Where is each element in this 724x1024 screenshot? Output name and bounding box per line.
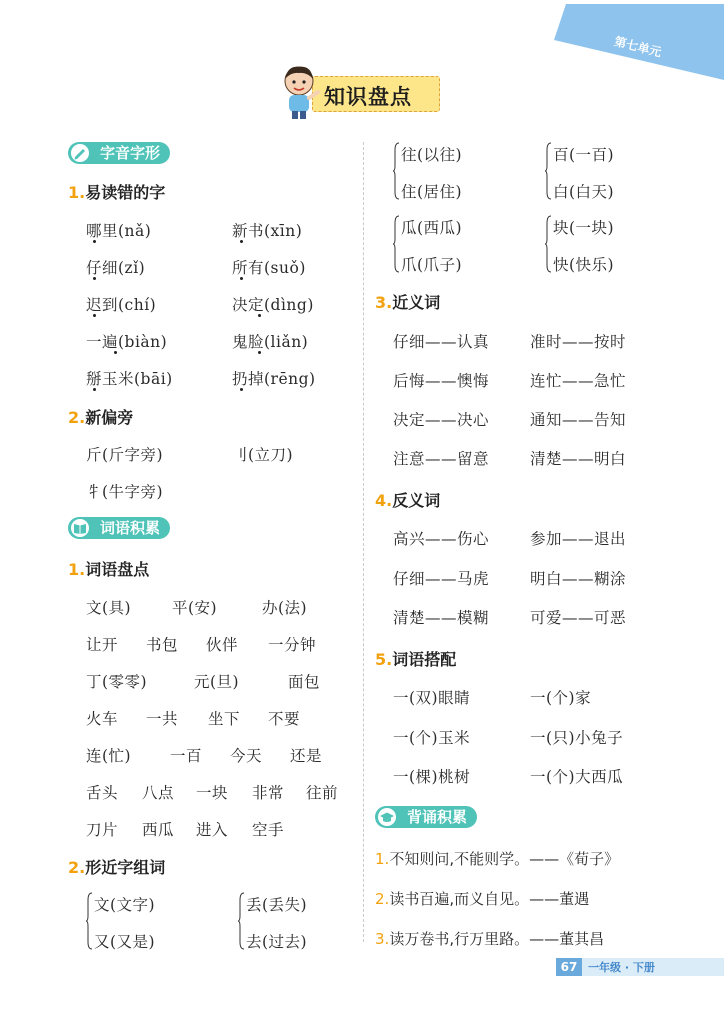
word-item: 扔掉(rēng) — [232, 370, 316, 388]
brace-icon — [238, 892, 245, 950]
vocab-word: 八点 — [142, 784, 175, 802]
pair-word: 文(文字) — [94, 896, 156, 914]
section-tag-label: 词语积累 — [100, 519, 161, 537]
vocab-word: 办(法) — [262, 599, 308, 617]
vocab-word: 西瓜 — [142, 821, 175, 839]
pair-word: 丢(丢失) — [246, 896, 308, 914]
vocab-word: 往前 — [306, 784, 339, 802]
section-tag-label: 字音字形 — [100, 144, 161, 162]
synonym-pair: 决定——决心 — [393, 411, 490, 429]
word-item: 所有(suǒ) — [232, 259, 306, 277]
emphasis-dot — [93, 388, 96, 391]
section-tag-bei-song — [375, 806, 477, 828]
antonym-pair: 仔细——马虎 — [393, 570, 490, 588]
subheading-xing-jin-zi: 2.形近字组词 — [68, 858, 166, 877]
vocab-word: 今天 — [230, 747, 263, 765]
synonym-pair: 通知——告知 — [530, 411, 627, 429]
emphasis-dot — [93, 314, 96, 317]
quote-line: 3.读万卷书,行万里路。——董其昌 — [375, 930, 605, 948]
subheading-ci-yu-pan-dian: 1.词语盘点 — [68, 560, 150, 579]
brace-icon — [545, 142, 552, 200]
vocab-word: 非常 — [252, 784, 285, 802]
pair-word: 百(一百) — [553, 146, 615, 164]
emphasis-dot — [240, 240, 243, 243]
synonym-pair: 连忙——急忙 — [530, 372, 627, 390]
brace-icon — [86, 892, 93, 950]
vocab-word: 丁(零零) — [86, 673, 148, 691]
vocab-word: 平(安) — [172, 599, 218, 617]
vocab-word: 一百 — [170, 747, 203, 765]
word-item: 掰玉米(bāi) — [86, 370, 173, 388]
word-item: 新书(xīn) — [232, 222, 303, 240]
vocab-word: 刀片 — [86, 821, 119, 839]
synonym-pair: 清楚——明白 — [530, 450, 627, 468]
word-item: 迟到(chí) — [86, 296, 157, 314]
radical-item: 刂(立刀) — [232, 446, 294, 464]
antonym-pair: 可爱——可恶 — [530, 609, 627, 627]
vocab-word: 一块 — [196, 784, 229, 802]
emphasis-dot — [114, 351, 117, 354]
emphasis-dot — [258, 351, 261, 354]
book-icon — [71, 519, 89, 537]
subheading-fan-yi-ci: 4.反义词 — [375, 491, 441, 510]
synonym-pair: 准时——按时 — [530, 333, 627, 351]
brace-icon — [393, 142, 400, 200]
collocation: 一(个)家 — [530, 689, 592, 707]
brace-icon — [545, 215, 552, 273]
pair-word: 住(居住) — [401, 183, 463, 201]
vocab-word: 还是 — [290, 747, 323, 765]
pair-word: 白(白天) — [553, 183, 615, 201]
synonym-pair: 注意——留意 — [393, 450, 490, 468]
graduation-cap-icon — [378, 808, 396, 826]
section-tag-ci-yu — [68, 517, 170, 539]
vocab-word: 不要 — [268, 710, 301, 728]
vocab-word: 一共 — [146, 710, 179, 728]
pair-word: 往(以往) — [401, 146, 463, 164]
synonym-pair: 仔细——认真 — [393, 333, 490, 351]
vocab-word: 火车 — [86, 710, 119, 728]
section-tag-zi-yin — [68, 142, 170, 164]
vocab-word: 连(忙) — [86, 747, 132, 765]
page-number: 67 — [556, 958, 582, 976]
pencil-icon — [71, 144, 89, 162]
vocab-word: 让开 — [86, 636, 119, 654]
vocab-word: 文(具) — [86, 599, 132, 617]
emphasis-dot — [93, 240, 96, 243]
pair-word: 去(过去) — [246, 933, 308, 951]
brace-icon — [393, 215, 400, 273]
collocation: 一(个)大西瓜 — [530, 768, 624, 786]
grade-label: 一年级 · 下册 — [588, 961, 655, 974]
subheading-yi-du: 1.易读错的字 — [68, 183, 166, 202]
vocab-word: 空手 — [252, 821, 285, 839]
antonym-pair: 清楚——模糊 — [393, 609, 490, 627]
boy-mascot-icon — [276, 62, 322, 120]
antonym-pair: 明白——糊涂 — [530, 570, 627, 588]
radical-item: 牜(牛字旁) — [86, 483, 164, 501]
word-item: 仔细(zǐ) — [86, 259, 146, 277]
pair-word: 又(又是) — [94, 933, 156, 951]
vocab-word: 伙伴 — [206, 636, 239, 654]
subheading-xin-pian-pang: 2.新偏旁 — [68, 408, 134, 427]
pair-word: 块(一块) — [553, 219, 615, 237]
emphasis-dot — [240, 277, 243, 280]
emphasis-dot — [240, 388, 243, 391]
column-divider — [363, 142, 364, 942]
unit-tag: 第七单元 — [612, 34, 663, 60]
synonym-pair: 后悔——懊悔 — [393, 372, 490, 390]
collocation: 一(棵)桃树 — [393, 768, 471, 786]
word-item: 一遍(biàn) — [86, 333, 168, 351]
vocab-word: 面包 — [288, 673, 321, 691]
page-title: 知识盘点 — [324, 85, 412, 109]
vocab-word: 舌头 — [86, 784, 119, 802]
pair-word: 瓜(西瓜) — [401, 219, 463, 237]
word-item: 哪里(nǎ) — [86, 222, 152, 240]
quote-line: 1.不知则问,不能则学。——《荀子》 — [375, 850, 620, 868]
vocab-word: 元(旦) — [194, 673, 240, 691]
collocation: 一(双)眼睛 — [393, 689, 471, 707]
vocab-word: 进入 — [196, 821, 229, 839]
vocab-word: 书包 — [146, 636, 179, 654]
collocation: 一(个)玉米 — [393, 729, 471, 747]
quote-line: 2.读书百遍,而义自见。——董遇 — [375, 890, 590, 908]
emphasis-dot — [93, 277, 96, 280]
section-tag-label: 背诵积累 — [407, 808, 468, 826]
pair-word: 爪(爪子) — [401, 256, 463, 274]
vocab-word: 一分钟 — [268, 636, 317, 654]
antonym-pair: 高兴——伤心 — [393, 530, 490, 548]
collocation: 一(只)小兔子 — [530, 729, 624, 747]
antonym-pair: 参加——退出 — [530, 530, 627, 548]
pair-word: 快(快乐) — [553, 256, 615, 274]
word-item: 决定(dìng) — [232, 296, 314, 314]
subheading-jin-yi-ci: 3.近义词 — [375, 293, 441, 312]
word-item: 鬼脸(liǎn) — [232, 333, 309, 351]
vocab-word: 坐下 — [208, 710, 241, 728]
emphasis-dot — [258, 314, 261, 317]
page-title-banner — [276, 62, 456, 120]
subheading-da-pei: 5.词语搭配 — [375, 650, 457, 669]
radical-item: 斤(斤字旁) — [86, 446, 164, 464]
